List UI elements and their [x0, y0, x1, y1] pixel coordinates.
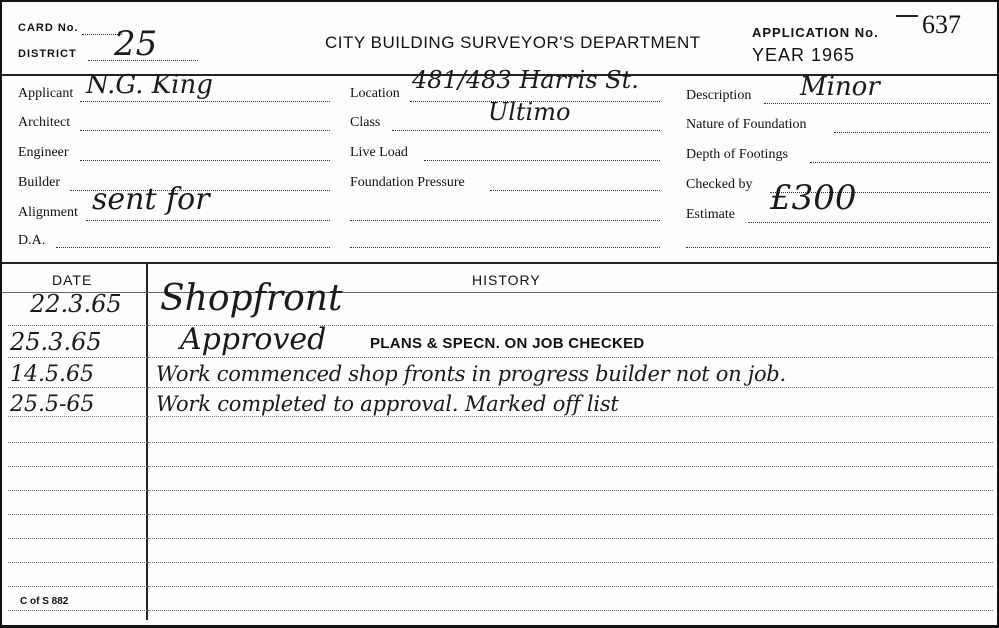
history-text: Approved: [180, 322, 327, 357]
history-rule: [8, 562, 993, 563]
nature-of-foundation-line: [834, 132, 990, 133]
estimate-label: Estimate: [686, 207, 735, 222]
history-stamp: PLANS & SPECN. ON JOB CHECKED: [370, 335, 645, 352]
district-value: 25: [114, 24, 158, 64]
history-rule: [8, 586, 993, 587]
history-text: Work commenced shop fronts in progress builder not on job.: [156, 362, 786, 386]
history-date: 25.3.65: [10, 328, 102, 356]
applicant-value: N.G. King: [86, 70, 213, 100]
card-border-left: [0, 0, 2, 628]
history-column-header: HISTORY: [472, 272, 541, 288]
history-date: 14.5.65: [10, 362, 94, 387]
department-title: CITY BUILDING SURVEYOR'S DEPARTMENT: [325, 33, 701, 52]
history-rule: [8, 466, 993, 467]
right-blank-line: [686, 247, 990, 248]
date-column-header: DATE: [52, 272, 93, 288]
history-rule: [8, 610, 993, 611]
history-header-underline: [2, 292, 997, 293]
middle-blank-line-1: [350, 220, 660, 221]
live-load-label: Live Load: [350, 145, 408, 160]
checked-by-label: Checked by: [686, 177, 753, 192]
history-rule: [8, 514, 993, 515]
history-rule: [8, 442, 993, 443]
year-label: YEAR 1965: [752, 45, 856, 65]
history-rule: [8, 387, 993, 388]
history-text: Shopfront: [160, 278, 343, 319]
engineer-line: [80, 160, 330, 161]
history-rule: [8, 490, 993, 491]
history-date: 25.5-65: [10, 392, 95, 417]
middle-blank-line-2: [350, 247, 660, 248]
alignment-value: sent for: [92, 182, 210, 217]
engineer-label: Engineer: [18, 145, 69, 160]
card-border-top: [0, 0, 999, 2]
location-value: 481/483 Harris St.: [412, 66, 639, 94]
architect-line: [80, 130, 330, 131]
district-label: DISTRICT: [18, 48, 77, 60]
card-no-label: CARD No.: [18, 22, 79, 34]
applicant-line: [80, 101, 330, 102]
history-text: Work completed to approval. Marked off list: [156, 392, 619, 416]
class-label: Class: [350, 115, 381, 130]
description-label: Description: [686, 88, 752, 103]
description-line: [764, 103, 990, 104]
class-line: [392, 130, 660, 131]
history-rule: [8, 357, 993, 358]
applicant-label: Applicant: [18, 86, 74, 101]
da-label: D.A.: [18, 233, 46, 248]
foundation-pressure-line: [490, 190, 660, 191]
nature-of-foundation-label: Nature of Foundation: [686, 117, 807, 132]
estimate-value: £300: [770, 178, 857, 218]
depth-of-footings-line: [810, 162, 990, 163]
alignment-label: Alignment: [18, 205, 78, 220]
foundation-pressure-label: Foundation Pressure: [350, 175, 465, 190]
application-no-rule: [896, 15, 918, 17]
location-suburb: Ultimo: [488, 98, 571, 126]
alignment-line: [86, 220, 330, 221]
history-date: 22.3.65: [30, 290, 122, 318]
description-value: Minor: [800, 72, 880, 102]
history-rule: [8, 538, 993, 539]
application-no-value: 637: [922, 10, 961, 39]
form-code: C of S 882: [20, 596, 69, 607]
history-divider: [2, 262, 997, 264]
history-rule: [8, 325, 993, 326]
location-label: Location: [350, 86, 400, 101]
depth-of-footings-label: Depth of Footings: [686, 147, 788, 162]
history-rule: [8, 416, 993, 417]
architect-label: Architect: [18, 115, 71, 130]
live-load-line: [424, 160, 660, 161]
builder-label: Builder: [18, 175, 60, 190]
application-no-label: APPLICATION No.: [752, 25, 879, 40]
da-line: [56, 247, 330, 248]
estimate-line: [748, 222, 990, 223]
